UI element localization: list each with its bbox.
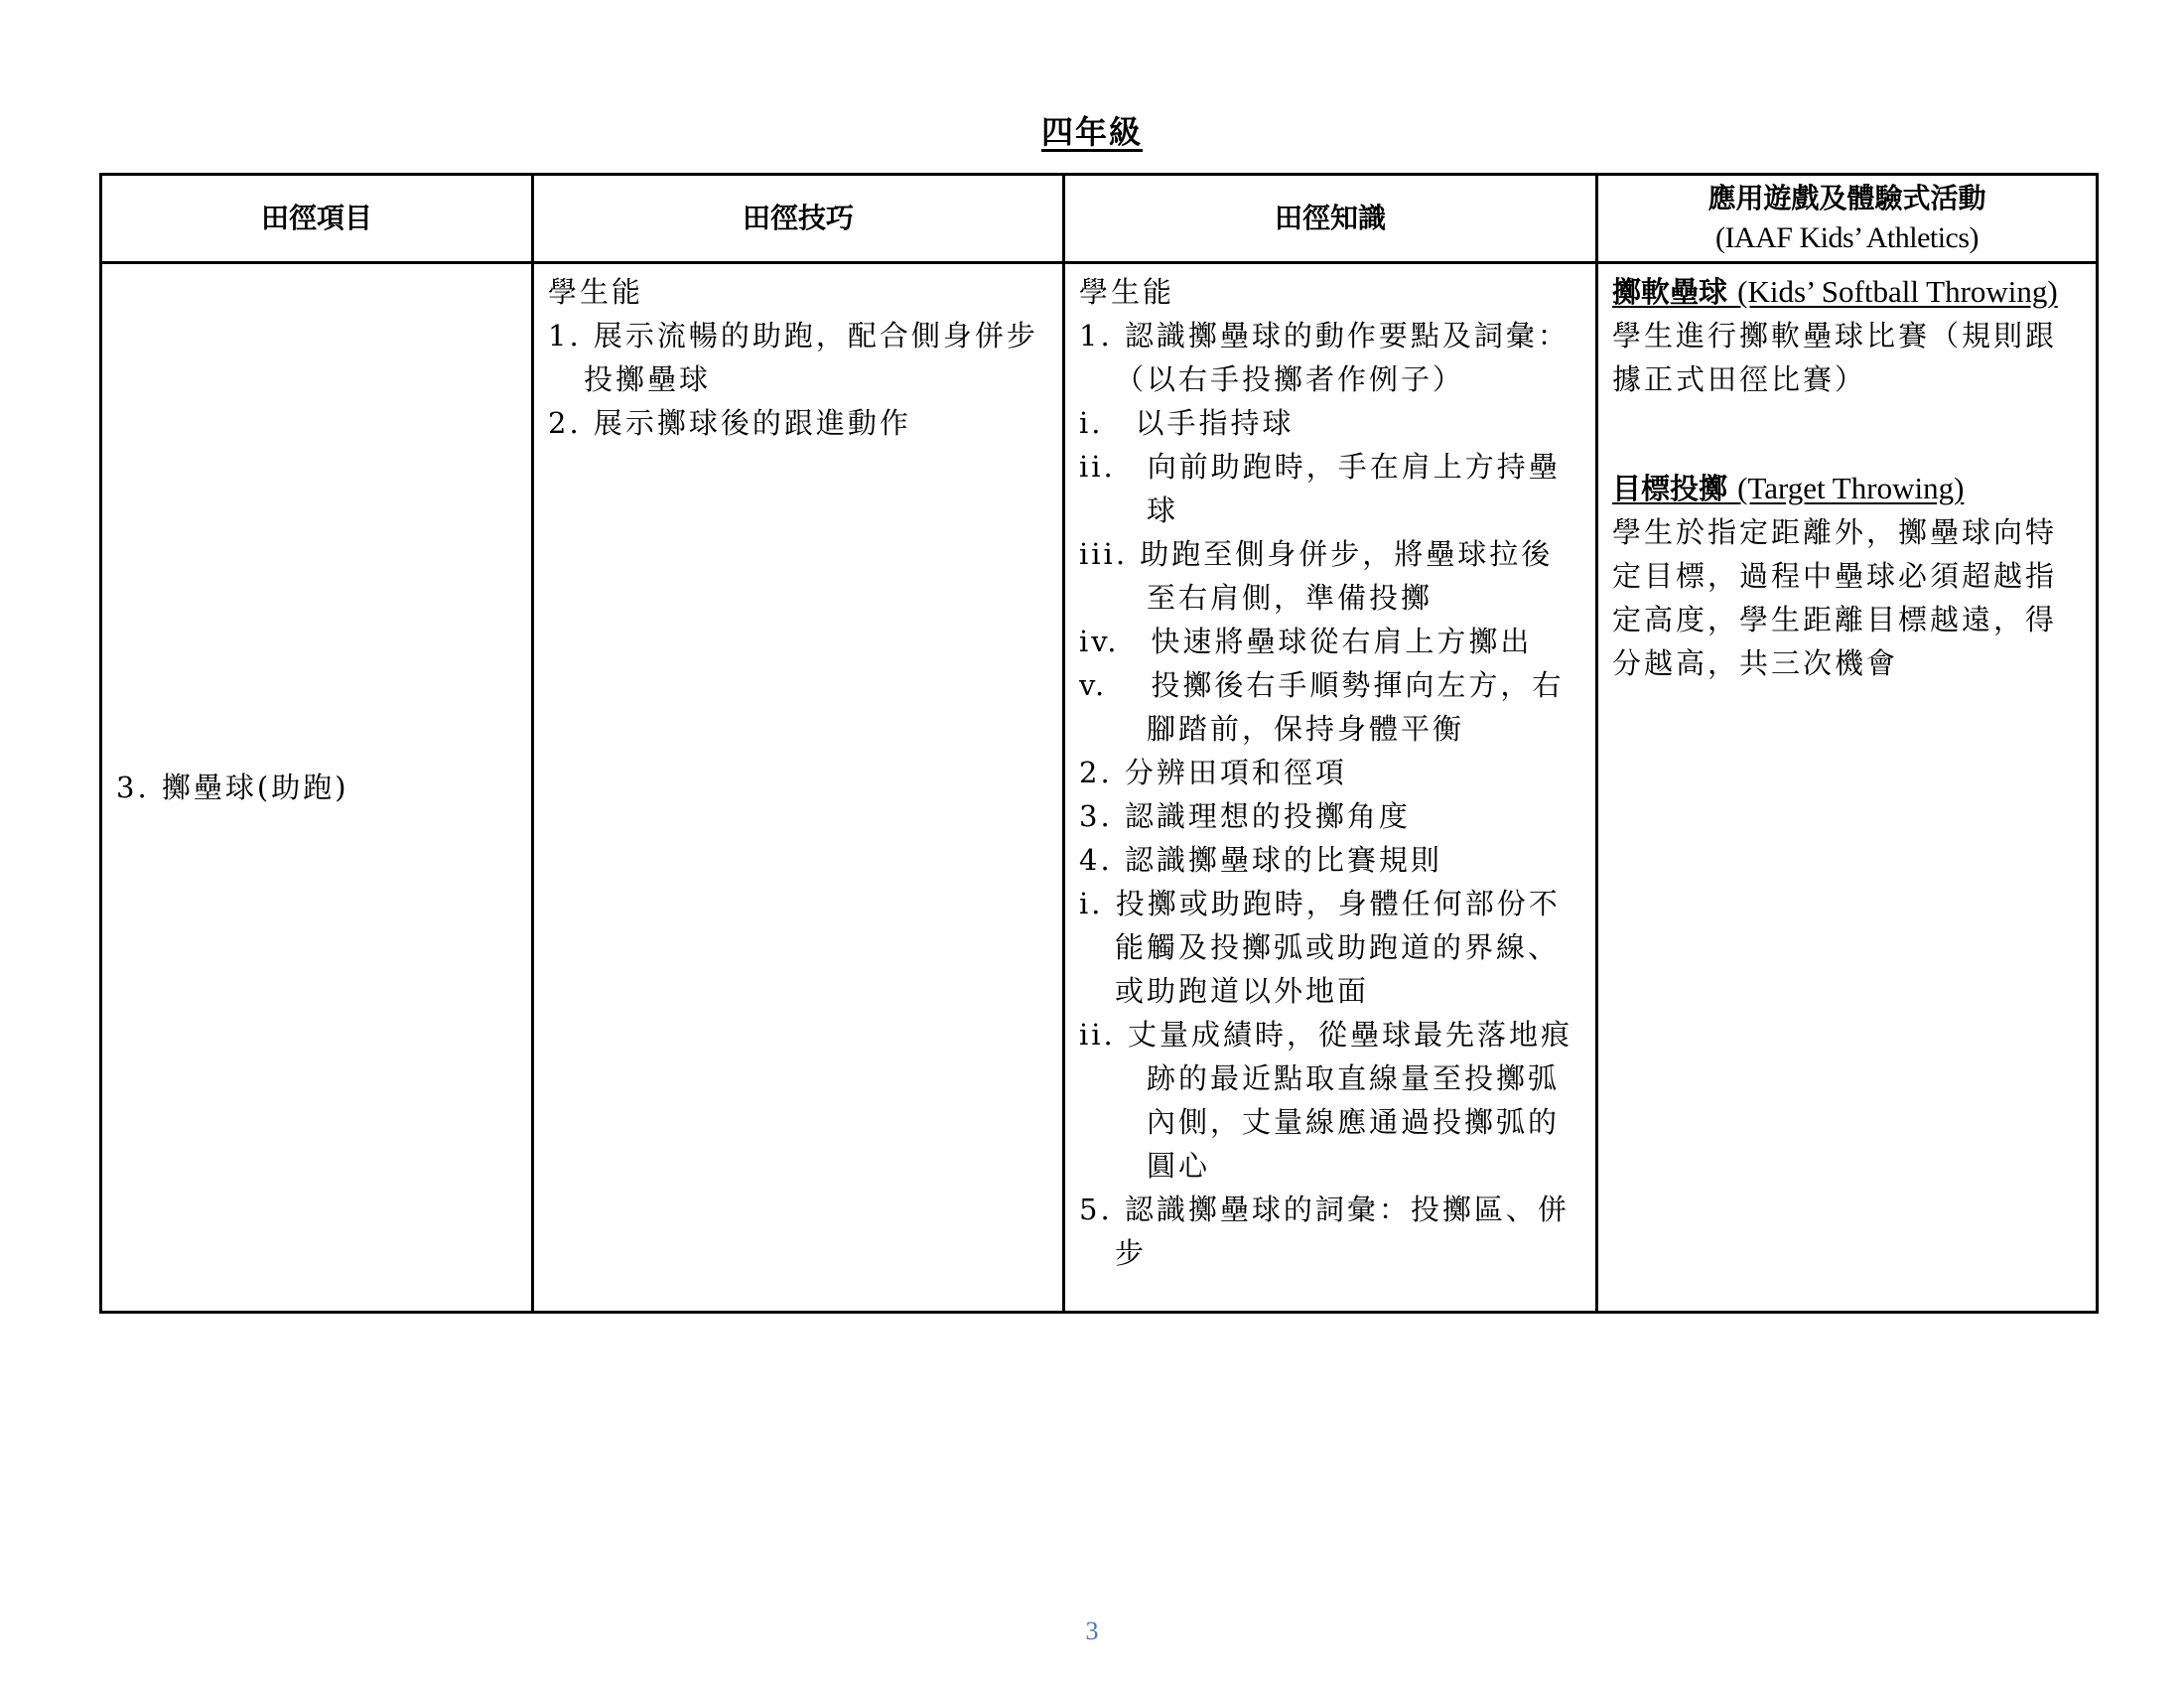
skills-cell <box>533 263 1064 1313</box>
header-activities-zh: 應用遊戲及體驗式活動 <box>1707 182 1986 214</box>
spacer <box>1612 401 2082 467</box>
curriculum-table <box>99 173 2099 1314</box>
game-desc-softball: 學生進行擲軟壘球比賽（規則跟據正式田徑比賽） <box>1612 319 2058 396</box>
game-desc-target: 學生於指定距離外，擲壘球向特定目標，過程中壘球必須超越指定高度，學生距離目標越遠，得分越高，共三次機會 <box>1612 515 2058 680</box>
event-cell <box>101 263 533 1313</box>
game-title-softball-zh: 擲軟壘球 <box>1612 275 1728 309</box>
skills-item: 1. 展示流暢的助跑，配合側身併步投擲壘球 <box>548 319 1038 396</box>
event-name: 3. 擲壘球(助跑) <box>116 771 349 804</box>
knowledge-item: 4. 認識擲壘球的比賽規則 <box>1079 843 1442 877</box>
knowledge-item: 2. 分辨田項和徑項 <box>1079 756 1347 789</box>
page-title: 四年級 <box>1040 113 1143 151</box>
game-title-target-en: (Target Throwing) <box>1737 471 1965 505</box>
knowledge-subitem: v. 投擲後右手順勢揮向左方，右腳踏前，保持身體平衡 <box>1079 668 1565 746</box>
header-row <box>101 175 2098 263</box>
header-event: 田徑項目 <box>101 175 533 263</box>
activities-cell <box>1597 263 2098 1313</box>
knowledge-subitem: ii. 丈量成績時，從壘球最先落地痕跡的最近點取直線量至投擲弧內側，丈量線應通過投擲弧的圓心 <box>1079 1018 1572 1183</box>
game-title-target-zh: 目標投擲 <box>1612 472 1728 505</box>
page-number: 3 <box>1085 1617 1099 1645</box>
skills-item: 2. 展示擲球後的跟進動作 <box>548 406 911 440</box>
knowledge-item: 1. 認識擲壘球的動作要點及詞彙：（以右手投擲者作例子） <box>1079 319 1570 396</box>
knowledge-subitem: iv. 快速將壘球從右肩上方擲出 <box>1079 625 1533 658</box>
header-activities <box>1597 175 2098 263</box>
knowledge-item: 5. 認識擲壘球的詞彙：投擲區、併步 <box>1079 1193 1570 1270</box>
game-title-softball-en: (Kids’ Softball Throwing) <box>1737 274 2058 309</box>
game-title-target <box>1612 467 2082 510</box>
knowledge-intro: 學生能 <box>1079 275 1175 309</box>
table-row <box>101 263 2098 1313</box>
knowledge-subitem: iii. 助跑至側身併步，將壘球拉後至右肩側，準備投擲 <box>1079 537 1554 615</box>
knowledge-subitem: i. 以手指持球 <box>1079 406 1295 440</box>
knowledge-subitem: i. 投擲或助跑時，身體任何部份不能觸及投擲弧或助跑道的界線、或助跑道以外地面 <box>1079 887 1561 1008</box>
header-knowledge: 田徑知識 <box>1064 175 1597 263</box>
header-skills: 田徑技巧 <box>533 175 1064 263</box>
knowledge-cell <box>1064 263 1597 1313</box>
skills-intro: 學生能 <box>548 275 644 309</box>
game-title-softball <box>1612 270 2082 314</box>
header-activities-en: (IAAF Kids’ Athletics) <box>1714 221 1979 254</box>
knowledge-subitem: ii. 向前助跑時，手在肩上方持壘球 <box>1079 450 1561 527</box>
knowledge-item: 3. 認識理想的投擲角度 <box>1079 799 1411 833</box>
